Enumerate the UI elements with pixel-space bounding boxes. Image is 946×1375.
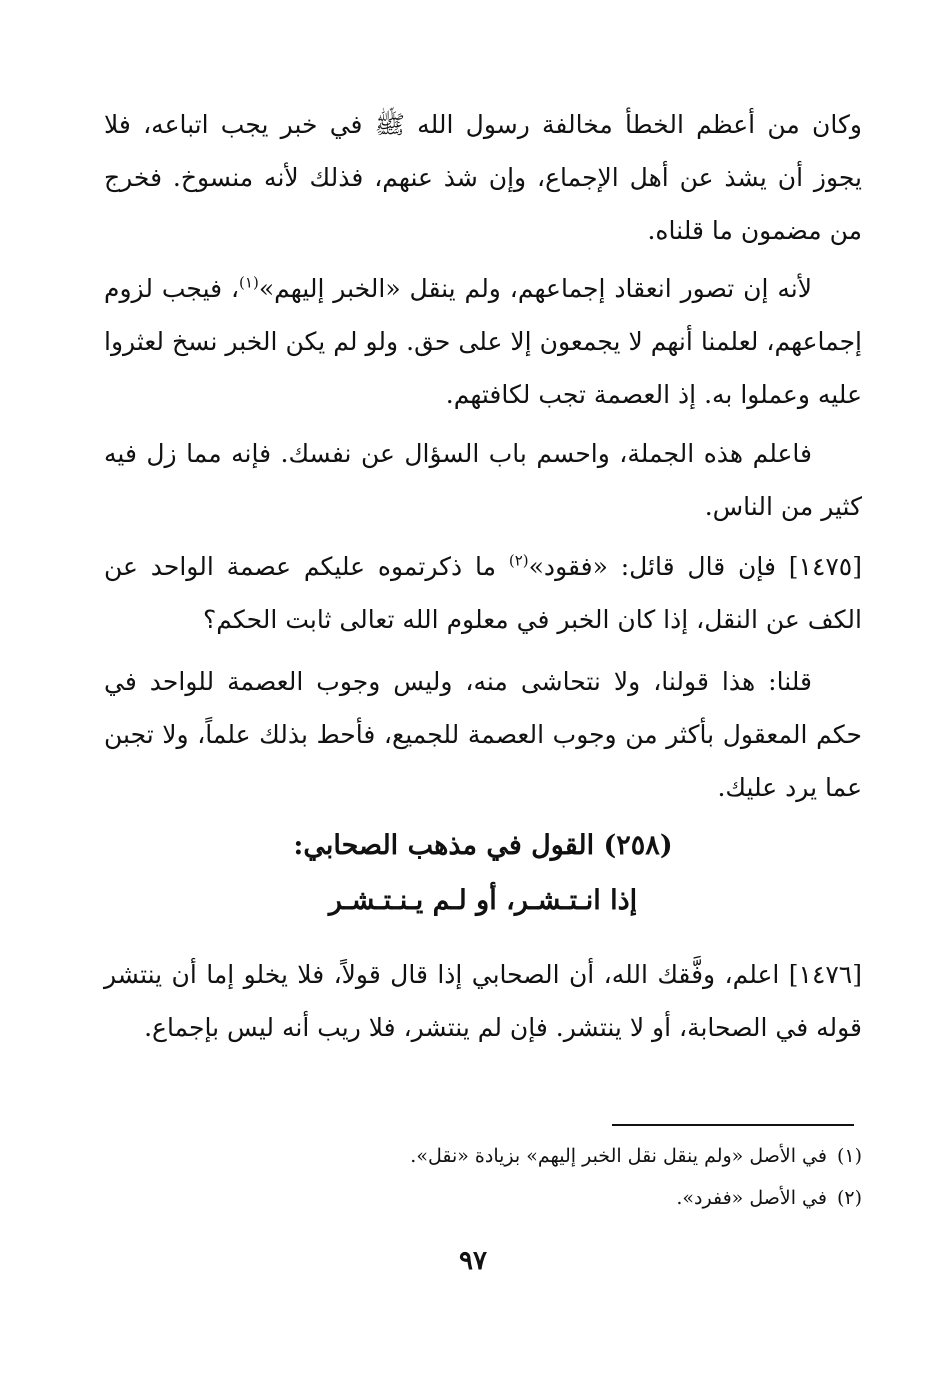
paragraph-3	[104, 427, 862, 533]
paragraph-3-text: فاعلم هذه الجملة، واحسم باب السؤال عن نفسك. فإنه مما زل فيه كثير من الناس.	[104, 439, 862, 521]
paragraph-4-text-after: ما ذكرتموه عليكم عصمة الواحد عن الكف عن النقل، إذا كان الخبر في معلوم الله تعالى ثابت الحكم؟	[104, 552, 862, 634]
section-heading-line-1: (٢٥٨) القول في مذهب الصحابي:	[293, 830, 673, 861]
section-heading-line-2: إذا انـتـشـر، أو لـم يـنـتـشـر	[328, 885, 638, 916]
footnote-2	[162, 1184, 862, 1212]
page-number: ٩٧	[459, 1246, 487, 1276]
paragraph-5	[104, 655, 862, 814]
footnote-divider	[612, 1124, 854, 1126]
paragraph-4-text-before: [١٤٧٥] فإن قال قائل: «فقود»	[528, 552, 862, 581]
paragraph-2	[104, 262, 862, 421]
footnote-2-number: (٢)	[836, 1187, 862, 1209]
footnote-ref-2: (٢)	[508, 551, 529, 570]
footnote-ref-1: (١)	[239, 273, 259, 292]
footnote-1	[162, 1142, 862, 1170]
footnote-2-text: في الأصل «ففرد».	[676, 1187, 827, 1209]
paragraph-2-text-before: لأنه إن تصور انعقاد إجماعهم، ولم ينقل «الخبر إليهم»	[258, 274, 812, 303]
paragraph-1	[104, 98, 862, 257]
paragraph-2-text-after: ، فيجب لزوم إجماعهم، لعلمنا أنهم لا يجمعون إلا على حق. ولو لم يكن الخبر نسخ لعثروا عليه وعملوا به. إذ العصمة تجب لكافتهم.	[104, 274, 862, 409]
footnote-1-text: في الأصل «ولم ينقل نقل الخبر إليهم» بزيادة «نقل».	[410, 1145, 827, 1167]
paragraph-5-text: قلنا: هذا قولنا، ولا نتحاشى منه، وليس وجوب العصمة للواحد في حكم المعقول بأكثر من وجوب العصمة للجميع، فأحط بذلك علماً، ولا تجبن عما يرد عليك.	[104, 667, 862, 802]
footnote-1-number: (١)	[836, 1145, 862, 1167]
paragraph-6-text: [١٤٧٦] اعلم، وفَّقك الله، أن الصحابي إذا قال قولاً، فلا يخلو إما أن ينتشر قوله في الصحابة، أو لا ينتشر. فإن لم ينتشر، فلا ريب أنه ليس بإجماع.	[104, 960, 862, 1042]
paragraph-1-text: وكان من أعظم الخطأ مخالفة رسول الله ﷺ في خبر يجب اتباعه، فلا يجوز أن يشذ عن أهل الإجماع، وإن شذ عنهم، فذلك لأنه منسوخ. فخرج من مضمون ما قلناه.	[104, 110, 862, 245]
paragraph-6	[104, 948, 862, 1054]
paragraph-4	[104, 540, 862, 646]
